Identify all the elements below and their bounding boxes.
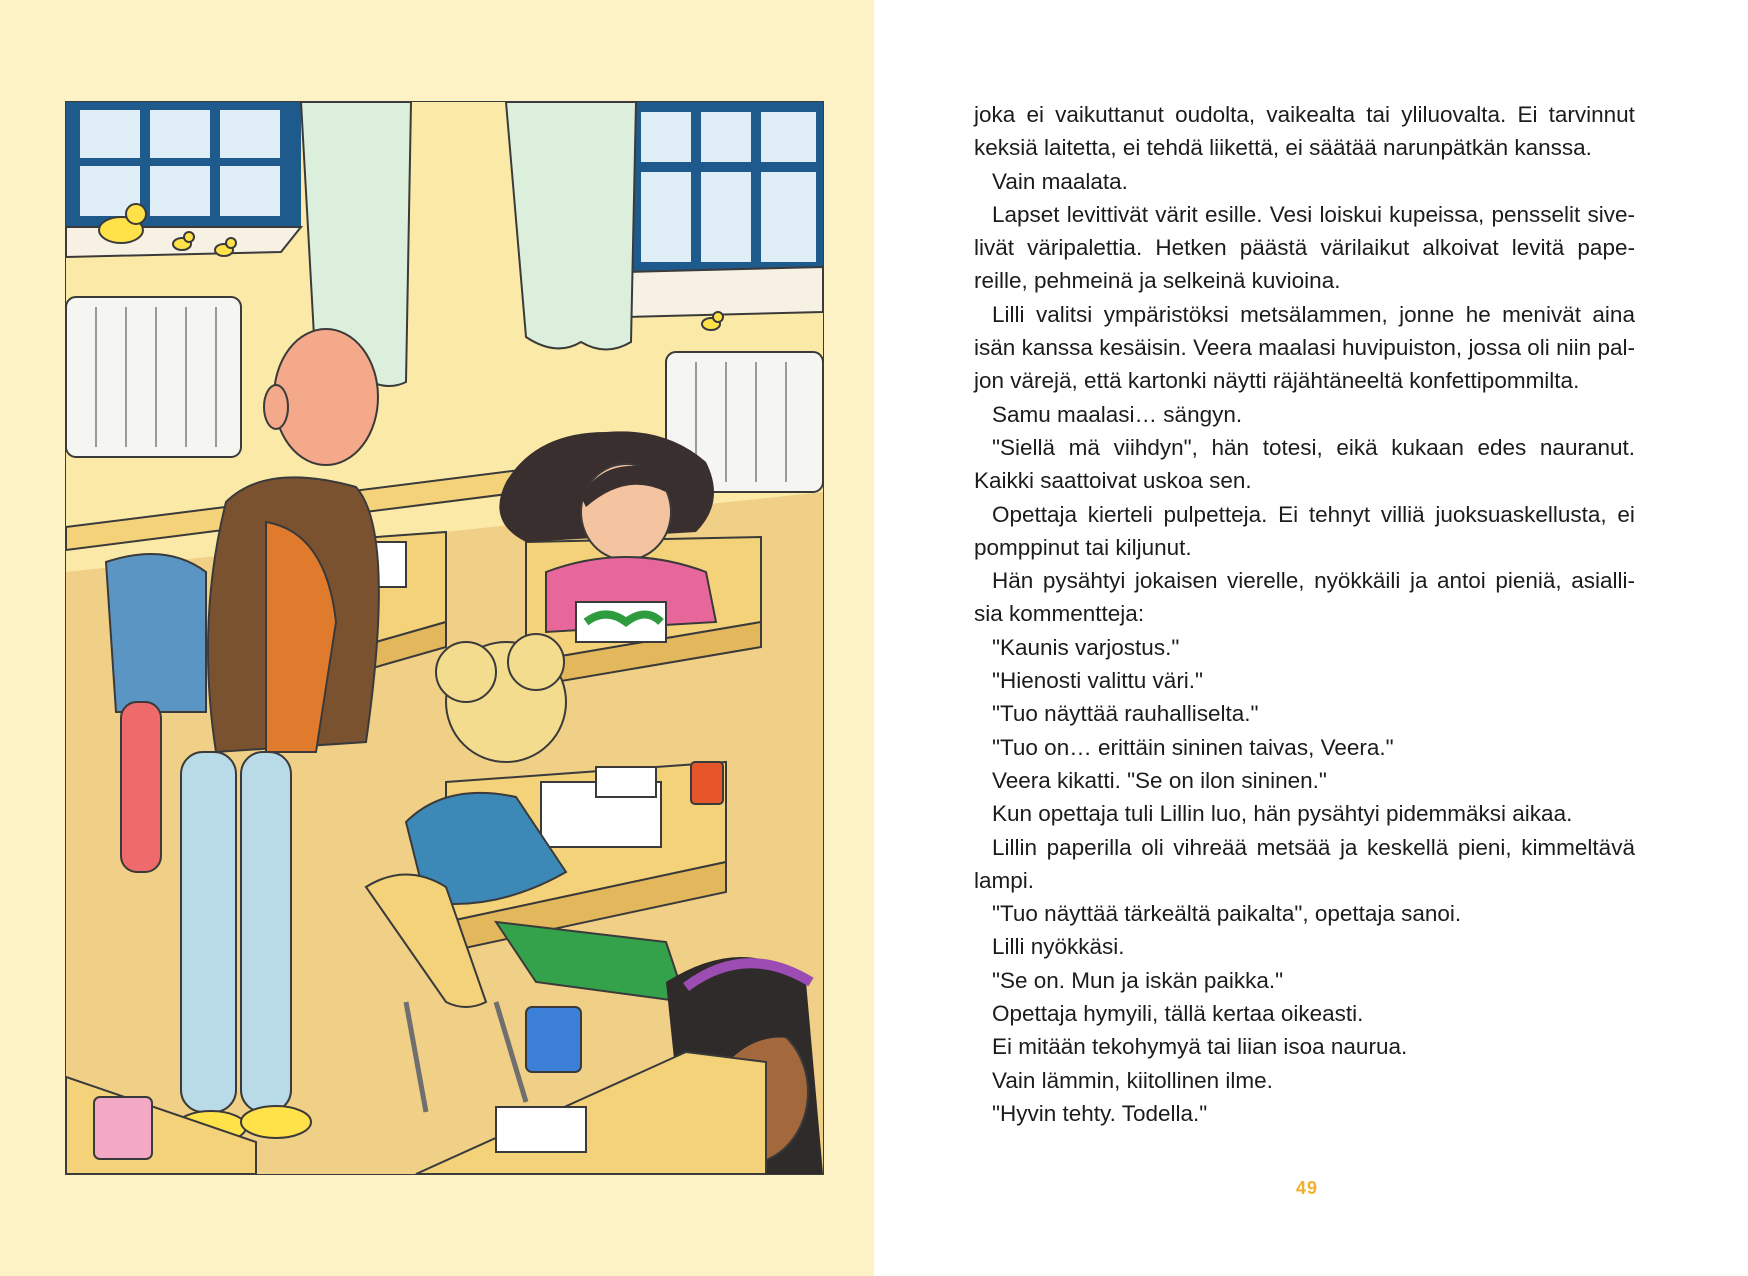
text-word: pieni,: [1457, 834, 1512, 860]
text-line: pomppinut tai kiljunut.: [974, 534, 1192, 560]
text-word: metsälammen,: [1240, 301, 1388, 327]
text-word: Lillin: [992, 834, 1038, 860]
text-word: värit: [1155, 201, 1198, 227]
text-line: Vain lämmin, kiitollinen ilme.: [992, 1067, 1273, 1093]
text-word: joka: [974, 102, 1016, 127]
text-word: kupeissa,: [1389, 201, 1485, 227]
text-word: tarvinnut: [1548, 102, 1635, 127]
text-word: kukaan: [1391, 434, 1464, 460]
text-line: Samu maalasi… sängyn.: [992, 401, 1243, 427]
text-word: totesi,: [1262, 434, 1323, 460]
text-word: väripalettia.: [1027, 235, 1143, 261]
text-word: huvipuiston,: [1342, 335, 1463, 361]
text-line: [974, 331, 1635, 364]
text-line: Veera kikatti. "Se on ilon sininen.": [992, 767, 1327, 793]
text-word: pieniä,: [1495, 568, 1562, 594]
text-word: pysähtyi: [1042, 568, 1126, 594]
text-word: pal-: [1597, 335, 1635, 361]
text-word: mä: [1068, 434, 1100, 460]
right-page: [874, 0, 1748, 1276]
text-word: levittivät: [1066, 201, 1149, 227]
classroom-illustration-art: [66, 102, 823, 1174]
text-word: jossa: [1468, 335, 1521, 361]
text-word: oudolta,: [1175, 102, 1256, 127]
text-word: hän: [1211, 434, 1250, 460]
text-line: sia kommentteja:: [974, 601, 1145, 627]
text-word: jokaisen: [1134, 568, 1218, 594]
text-word: livät: [974, 235, 1015, 261]
text-line: keksiä laitetta, ei tehdä liikettä, ei säätää narunpätkän kanssa.: [974, 135, 1592, 161]
text-line: Kaikki saattoivat uskoa sen.: [974, 468, 1252, 494]
text-word: Ei: [1278, 501, 1299, 527]
text-word: ei: [1026, 102, 1044, 127]
text-word: Vesi: [1269, 201, 1313, 227]
text-word: kesäisin.: [1099, 335, 1187, 361]
text-line: "Tuo on… erittäin sininen taivas, Veera.": [992, 734, 1394, 760]
text-word: kimmeltävä: [1521, 834, 1635, 860]
classroom-illustration: [65, 101, 824, 1175]
text-word: pensselit: [1491, 201, 1581, 227]
text-line: [974, 498, 1635, 531]
text-word: ei: [1617, 501, 1635, 527]
text-word: vihreää: [1173, 834, 1248, 860]
text-word: kanssa: [1021, 335, 1093, 361]
text-word: maalasi: [1258, 335, 1336, 361]
text-line: jon värejä, että kartonki näytti räjähtäneeltä konfettipommilta.: [974, 368, 1580, 394]
text-word: Hän: [992, 568, 1034, 594]
text-word: metsää: [1256, 834, 1331, 860]
text-word: edes: [1477, 434, 1527, 460]
text-word: juoksuaskellusta,: [1435, 501, 1607, 527]
text-word: oli: [1527, 335, 1550, 361]
text-line: "Tuo näyttää tärkeältä paikalta", opettaja sanoi.: [992, 901, 1462, 927]
story-text: [974, 98, 1635, 1130]
text-word: oli: [1141, 834, 1164, 860]
text-word: Lapset: [992, 201, 1060, 227]
text-line: [974, 231, 1635, 264]
text-word: kierteli: [1087, 501, 1153, 527]
text-line: [974, 198, 1635, 231]
text-word: Ei: [1517, 102, 1538, 127]
text-word: menivät: [1502, 301, 1581, 327]
text-line: "Kaunis varjostus.": [992, 634, 1180, 660]
text-word: keskellä: [1367, 834, 1449, 860]
text-word: jonne: [1399, 301, 1455, 327]
window-right: [626, 102, 823, 317]
text-word: aina: [1592, 301, 1635, 327]
text-line: lampi.: [974, 867, 1035, 893]
text-word: ympäristöksi: [1103, 301, 1229, 327]
text-word: he: [1465, 301, 1491, 327]
text-word: nyökkäili: [1314, 568, 1401, 594]
text-line: reille, pehmeinä ja selkeinä kuvioina.: [974, 268, 1341, 294]
text-word: pulpetteja.: [1163, 501, 1268, 527]
text-word: värilaikut: [1320, 235, 1410, 261]
text-word: ja: [1409, 568, 1428, 594]
text-line: "Hyvin tehty. Todella.": [992, 1100, 1208, 1126]
text-line: [974, 564, 1635, 597]
text-word: vaikealta: [1266, 102, 1356, 127]
text-line: Vain maalata.: [992, 168, 1128, 194]
text-word: Hetken: [1155, 235, 1227, 261]
text-word: isän: [974, 335, 1016, 361]
text-word: esille.: [1204, 201, 1263, 227]
text-line: "Hienosti valittu väri.": [992, 668, 1204, 694]
page-number: 49: [1295, 1178, 1319, 1198]
text-word: päästä: [1239, 235, 1308, 261]
text-word: pape-: [1577, 235, 1635, 261]
text-line: [974, 98, 1635, 131]
text-line: "Tuo näyttää rauhalliselta.": [992, 701, 1259, 727]
text-line: [974, 298, 1635, 331]
text-word: niin: [1556, 335, 1592, 361]
text-word: antoi: [1437, 568, 1486, 594]
text-word: asialli-: [1571, 568, 1635, 594]
text-word: valitsi: [1035, 301, 1093, 327]
text-word: ja: [1339, 834, 1358, 860]
text-word: tehnyt: [1308, 501, 1371, 527]
text-word: eikä: [1336, 434, 1378, 460]
text-word: nauranut.: [1539, 434, 1635, 460]
text-word: Opettaja: [992, 501, 1078, 527]
text-word: vierelle,: [1227, 568, 1305, 594]
text-word: Lilli: [992, 301, 1025, 327]
text-line: [974, 831, 1635, 864]
text-word: villiä: [1380, 501, 1425, 527]
text-line: Kun opettaja tuli Lillin luo, hän pysähtyi pidemmäksi aikaa.: [992, 801, 1573, 827]
text-word: paperilla: [1046, 834, 1132, 860]
text-line: Lilli nyökkäsi.: [992, 934, 1125, 960]
text-word: vaikuttanut: [1055, 102, 1164, 127]
text-word: Veera: [1193, 335, 1252, 361]
text-word: sive-: [1587, 201, 1635, 227]
text-word: alkoivat: [1422, 235, 1499, 261]
text-word: viihdyn",: [1113, 434, 1198, 460]
text-word: tai: [1366, 102, 1391, 127]
text-line: "Se on. Mun ja iskän paikka.": [992, 967, 1284, 993]
text-word: yliluovalta.: [1401, 102, 1507, 127]
text-line: Opettaja hymyili, tällä kertaa oikeasti.: [992, 1001, 1364, 1027]
text-word: levitä: [1511, 235, 1565, 261]
text-word: loiskui: [1319, 201, 1382, 227]
text-word: "Siellä: [992, 434, 1056, 460]
text-line: [974, 431, 1635, 464]
text-line: Ei mitään tekohymyä tai liian isoa naurua.: [992, 1034, 1408, 1060]
